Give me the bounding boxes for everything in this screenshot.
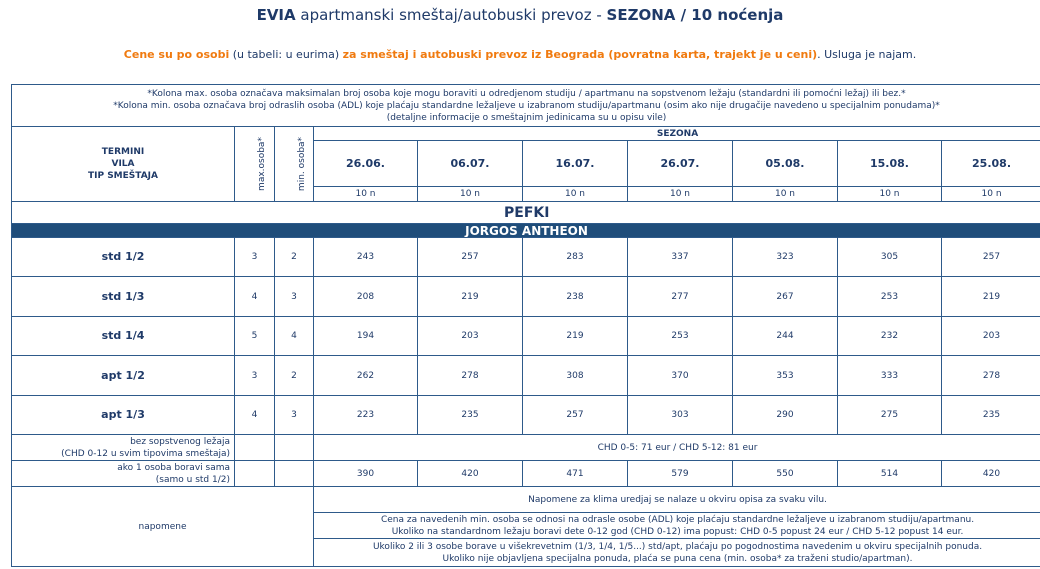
season-label: SEZONA (314, 127, 1040, 141)
date-cell: 15.08. (838, 141, 942, 187)
min-persons: 2 (275, 356, 314, 396)
header-termini: TERMINI (101, 147, 145, 157)
price-cell: 243 (314, 238, 418, 277)
price-cell: 370 (628, 356, 733, 396)
room-type: std 1/2 (12, 238, 235, 277)
price-cell: 253 (628, 317, 733, 356)
date-cell: 06.07. (418, 141, 523, 187)
price-cell: 420 (418, 461, 523, 487)
price-cell: 257 (418, 238, 523, 277)
min-persons-label: min. osoba* (297, 136, 308, 192)
max-persons-label: max.osoba* (256, 137, 267, 191)
no-bed-max-empty (235, 435, 275, 461)
note-pricing-line-2: Ukoliko na standardnom ležaju boravi dete 0-12 god (CHD 0-12) ima popust: CHD 0-5 popust 24 eur / CHD 5-12 popust 14 eur. (391, 526, 964, 537)
table-row (12, 396, 1040, 435)
price-cell: 232 (838, 317, 942, 356)
note-pricing-line-1: Cena za navedenih min. osoba se odnosi na odrasle osobe (ADL) koje plaćaju standardne ležaljeve u izabranom studiju/apartmanu. (380, 514, 975, 525)
price-table (11, 84, 1040, 567)
subtitle-part-4: . Usluga je najam. (817, 48, 917, 61)
price-subtitle (0, 48, 1040, 61)
price-cell: 257 (523, 396, 628, 435)
no-bed-label-line-2: (CHD 0-12 u svim tipovima smeštaja) (61, 448, 230, 459)
table-notes-row (12, 85, 1040, 127)
price-cell: 277 (628, 277, 733, 317)
note-special-offers (314, 539, 1040, 567)
date-cell: 05.08. (733, 141, 838, 187)
price-cell: 267 (733, 277, 838, 317)
nights-cell: 10 n (942, 187, 1040, 202)
price-cell: 219 (418, 277, 523, 317)
title-destination: EVIA (256, 6, 296, 24)
price-cell: 390 (314, 461, 418, 487)
header-vila: VILA (111, 159, 135, 169)
nights-cell: 10 n (838, 187, 942, 202)
note-climate: Napomene za klima uredjaj se nalaze u okviru opisa za svaku vilu. (314, 487, 1040, 513)
table-row (12, 238, 1040, 277)
price-cell: 203 (418, 317, 523, 356)
notes-row-1 (12, 487, 1040, 513)
note-special-line-1: Ukoliko 2 ili 3 osobe borave u višekrevetnim (1/3, 1/4, 1/5...) std/apt, plaćaju po pogodnostima navedenim u okviru specijalnih ponuda. (372, 541, 983, 552)
note-details: (detaljne informacije o smeštajnim jedinicama su u opisu vile) (386, 112, 667, 123)
price-cell: 471 (523, 461, 628, 487)
header-row-season (12, 127, 1040, 141)
price-cell: 333 (838, 356, 942, 396)
nights-cell: 10 n (418, 187, 523, 202)
room-type: apt 1/2 (12, 356, 235, 396)
price-cell: 203 (942, 317, 1040, 356)
single-max-empty (235, 461, 275, 487)
note-min-persons: *Kolona min. osoba označava broj odraslih osoba (ADL) koje plaćaju standardne ležaljeve u izabranom studiju/apartmanu (osim ako nije drugačije navedeno u specijalnim ponudama)* (113, 100, 940, 111)
price-cell: 278 (418, 356, 523, 396)
no-bed-row (12, 435, 1040, 461)
price-cell: 323 (733, 238, 838, 277)
single-label-line-2: (samo u std 1/2) (155, 474, 230, 485)
max-persons: 3 (235, 356, 275, 396)
table-row (12, 277, 1040, 317)
price-cell: 257 (942, 238, 1040, 277)
header-tip-smestaja: TIP SMEŠTAJA (87, 171, 158, 181)
price-cell: 353 (733, 356, 838, 396)
price-cell: 305 (838, 238, 942, 277)
note-pricing (314, 513, 1040, 539)
room-type: std 1/4 (12, 317, 235, 356)
price-cell: 235 (942, 396, 1040, 435)
no-bed-min-empty (275, 435, 314, 461)
villa-name: JORGOS ANTHEON (12, 224, 1040, 238)
min-persons: 3 (275, 396, 314, 435)
price-cell: 420 (942, 461, 1040, 487)
max-persons: 4 (235, 277, 275, 317)
page-title (0, 6, 1040, 24)
price-cell: 514 (838, 461, 942, 487)
price-cell: 262 (314, 356, 418, 396)
nights-cell: 10 n (733, 187, 838, 202)
min-persons: 2 (275, 238, 314, 277)
subtitle-part-3: za smeštaj i autobuski prevoz iz Beograda (povratna karta, trajekt je u ceni) (342, 48, 818, 61)
nights-cell: 10 n (628, 187, 733, 202)
price-cell: 194 (314, 317, 418, 356)
header-min-persons (275, 127, 314, 202)
table-row (12, 356, 1040, 396)
table-row (12, 317, 1040, 356)
header-max-persons (235, 127, 275, 202)
min-persons: 3 (275, 277, 314, 317)
price-cell: 238 (523, 277, 628, 317)
no-bed-price: CHD 0-5: 71 eur / CHD 5-12: 81 eur (314, 435, 1040, 461)
subtitle-part-1: Cene su po osobi (123, 48, 230, 61)
nights-cell: 10 n (523, 187, 628, 202)
price-cell: 303 (628, 396, 733, 435)
min-persons: 4 (275, 317, 314, 356)
note-max-persons: *Kolona max. osoba označava maksimalan broj osoba koje mogu boraviti u odredjenom studiju / apartmanu na sopstvenom ležaju (standardni ili pomoćni ležaj) ili bez.* (147, 88, 906, 99)
max-persons: 3 (235, 238, 275, 277)
price-cell: 278 (942, 356, 1040, 396)
no-bed-label-line-1: bez sopstvenog ležaja (130, 436, 230, 447)
price-cell: 208 (314, 277, 418, 317)
price-cell: 253 (838, 277, 942, 317)
single-label-line-1: ako 1 osoba boravi sama (117, 462, 230, 473)
nights-cell: 10 n (314, 187, 418, 202)
price-cell: 290 (733, 396, 838, 435)
note-special-line-2: Ukoliko nije objavljena specijalna ponuda, plaća se puna cena (min. osoba* za traženi studio/apartman). (442, 553, 913, 564)
single-label (12, 461, 235, 487)
price-cell: 308 (523, 356, 628, 396)
table-notes (12, 85, 1040, 127)
price-cell: 550 (733, 461, 838, 487)
place-name: PEFKI (12, 202, 1040, 224)
price-cell: 337 (628, 238, 733, 277)
price-cell: 244 (733, 317, 838, 356)
date-cell: 26.07. (628, 141, 733, 187)
room-type: std 1/3 (12, 277, 235, 317)
title-middle: apartmanski smeštaj/autobuski prevoz - (295, 6, 607, 24)
price-cell: 219 (523, 317, 628, 356)
subtitle-part-2: (u tabeli: u eurima) (229, 48, 343, 61)
price-cell: 219 (942, 277, 1040, 317)
price-cell: 223 (314, 396, 418, 435)
villa-row (12, 224, 1040, 238)
max-persons: 4 (235, 396, 275, 435)
title-season: SEZONA / 10 noćenja (606, 6, 784, 24)
date-cell: 16.07. (523, 141, 628, 187)
no-bed-label (12, 435, 235, 461)
price-cell: 275 (838, 396, 942, 435)
date-cell: 26.06. (314, 141, 418, 187)
place-row (12, 202, 1040, 224)
header-left-cell (12, 127, 235, 202)
price-cell: 283 (523, 238, 628, 277)
notes-label: napomene (12, 487, 314, 567)
single-occupancy-row (12, 461, 1040, 487)
price-cell: 579 (628, 461, 733, 487)
date-cell: 25.08. (942, 141, 1040, 187)
max-persons: 5 (235, 317, 275, 356)
price-cell: 235 (418, 396, 523, 435)
single-min-empty (275, 461, 314, 487)
room-type: apt 1/3 (12, 396, 235, 435)
